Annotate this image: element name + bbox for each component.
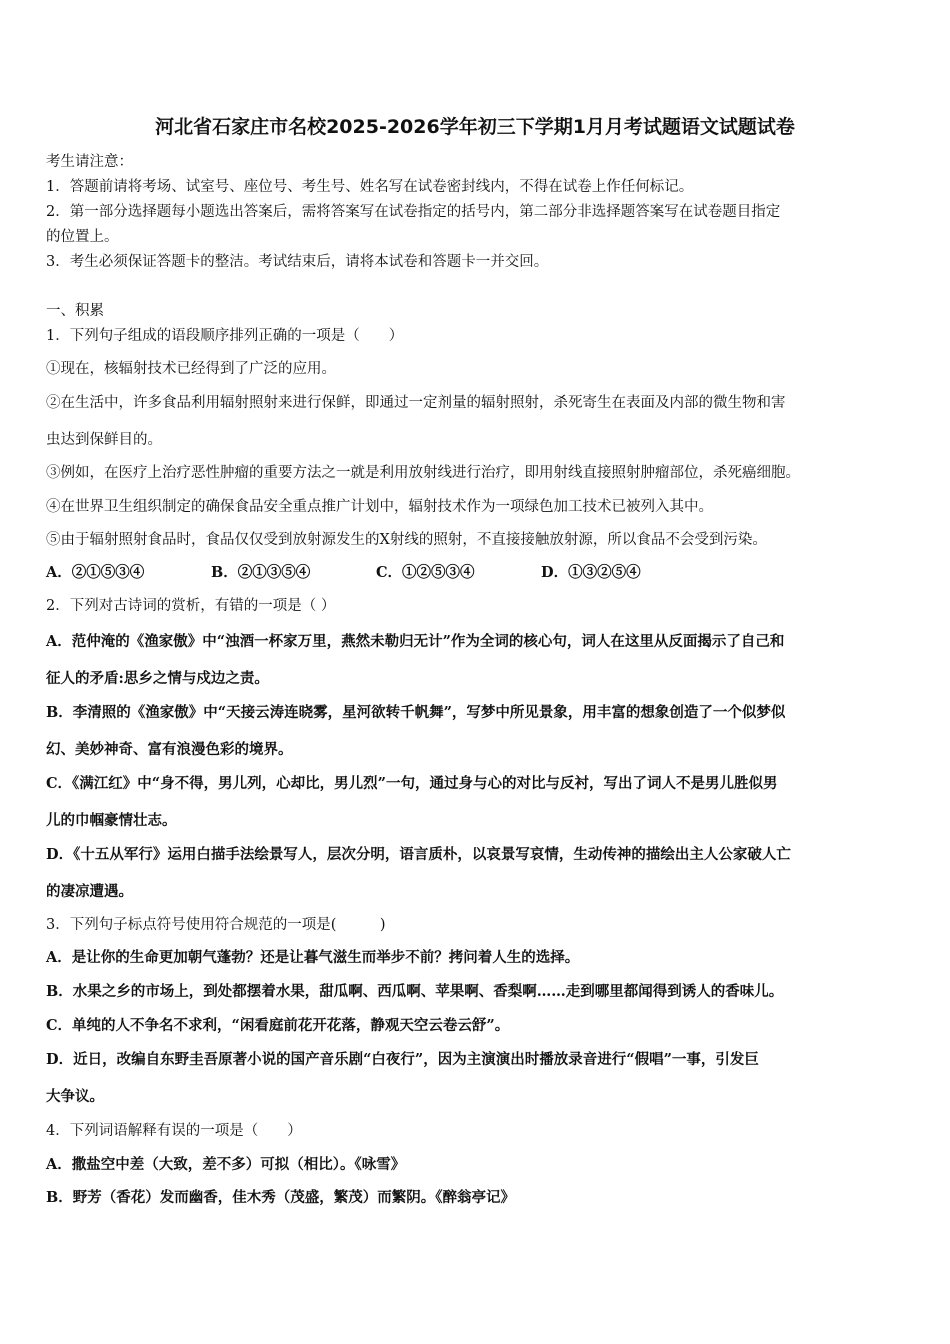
q2-option-b-cont: 幻、美妙神奇、富有浪漫色彩的境界。 [46, 741, 293, 758]
q1-option-c[interactable]: C．①②⑤③④ [376, 564, 475, 581]
q4-option-a[interactable]: A．撒盐空中差（大致，差不多）可拟（相比）。《咏雪》 [46, 1156, 406, 1173]
q2-option-c[interactable]: C．《满江红》中“身不得，男儿列，心却比，男儿烈”一句，通过身与心的对比与反衬，写出了词人不是男儿胜似男 [46, 775, 778, 792]
question-stem-4: 4．下列词语解释有误的一项是（ ） [46, 1123, 302, 1139]
notice-item: 2．第一部分选择题每小题选出答案后，需将答案写在试卷指定的括号内，第二部分非选择题答案写在试卷题目指定 [46, 204, 781, 220]
q1-option-d[interactable]: D．①③②⑤④ [541, 564, 641, 581]
question-stem-2: 2．下列对古诗词的赏析，有错的一项是（ ） [46, 598, 336, 614]
section-heading: 一、积累 [46, 303, 104, 319]
q2-option-d[interactable]: D．《十五从军行》运用白描手法绘景写人，层次分明，语言质朴，以哀景写哀情，生动传神的描绘出主人公家破人亡 [46, 846, 791, 863]
q1-option-b[interactable]: B．②①③⑤④ [211, 564, 311, 581]
q1-sentence: ③例如，在医疗上治疗恶性肿瘤的重要方法之一就是利用放射线进行治疗，即用射线直接照射肿瘤部位，杀死癌细胞。 [46, 465, 800, 481]
q3-option-a[interactable]: A．是让你的生命更加朝气蓬勃？还是让暮气滋生而举步不前？拷问着人生的选择。 [46, 949, 580, 966]
q1-sentence: ②在生活中，许多食品利用辐射照射来进行保鲜，即通过一定剂量的辐射照射，杀死寄生在表面及内部的微生物和害 [46, 395, 786, 411]
q3-option-c[interactable]: C．单纯的人不争名不求利，“闲看庭前花开花落，静观天空云卷云舒”。 [46, 1017, 510, 1034]
question-stem-3: 3．下列句子标点符号使用符合规范的一项是( ) [46, 917, 386, 933]
q3-option-d[interactable]: D．近日，改编自东野圭吾原著小说的国产音乐剧“白夜行”，因为主演演出时播放录音进行“假唱”一事，引发巨 [46, 1051, 759, 1068]
q1-sentence: ①现在，核辐射技术已经得到了广泛的应用。 [46, 361, 336, 377]
q2-option-a-cont: 征人的矛盾:思乡之情与戍边之责。 [46, 670, 269, 687]
q3-option-d-cont: 大争议。 [46, 1088, 104, 1105]
notice-item: 3．考生必须保证答题卡的整洁。考试结束后，请将本试卷和答题卡一并交回。 [46, 254, 549, 270]
notice-item: 的位置上。 [46, 229, 119, 245]
notice-heading: 考生请注意： [46, 154, 133, 170]
q1-option-a[interactable]: A．②①⑤③④ [46, 564, 145, 581]
q1-options [46, 563, 706, 583]
question-stem-1: 1．下列句子组成的语段顺序排列正确的一项是（ ） [46, 328, 404, 344]
q2-option-c-cont: 儿的巾帼豪情壮志。 [46, 812, 177, 829]
q2-option-b[interactable]: B．李清照的《渔家傲》中“天接云涛连晓雾，星河欲转千帆舞”，写梦中所见景象，用丰富的想象创造了一个似梦似 [46, 704, 786, 721]
q2-option-d-cont: 的凄凉遭遇。 [46, 883, 133, 900]
q1-sentence: ④在世界卫生组织制定的确保食品安全重点推广计划中，辐射技术作为一项绿色加工技术已被列入其中。 [46, 499, 713, 515]
q1-sentence: ⑤由于辐射照射食品时，食品仅仅受到放射源发生的X射线的照射，不直接接触放射源，所以食品不会受到污染。 [46, 532, 767, 548]
q3-option-b[interactable]: B．水果之乡的市场上，到处都摆着水果，甜瓜啊、西瓜啊、苹果啊、香梨啊……走到哪里都闻得到诱人的香味儿。 [46, 983, 784, 1000]
page-title: 河北省石家庄市名校2025-2026学年初三下学期1月月考试题语文试题试卷 [155, 116, 795, 138]
q1-sentence: 虫达到保鲜目的。 [46, 432, 162, 448]
notice-item: 1．答题前请将考场、试室号、座位号、考生号、姓名写在试卷密封线内，不得在试卷上作任何标记。 [46, 179, 694, 195]
q4-option-b[interactable]: B．野芳（香花）发而幽香，佳木秀（茂盛，繁茂）而繁阴。《醉翁亭记》 [46, 1189, 516, 1206]
q2-option-a[interactable]: A．范仲淹的《渔家傲》中“浊酒一杯家万里，燕然未勒归无计”作为全词的核心句，词人在这里从反面揭示了自己和 [46, 633, 785, 650]
